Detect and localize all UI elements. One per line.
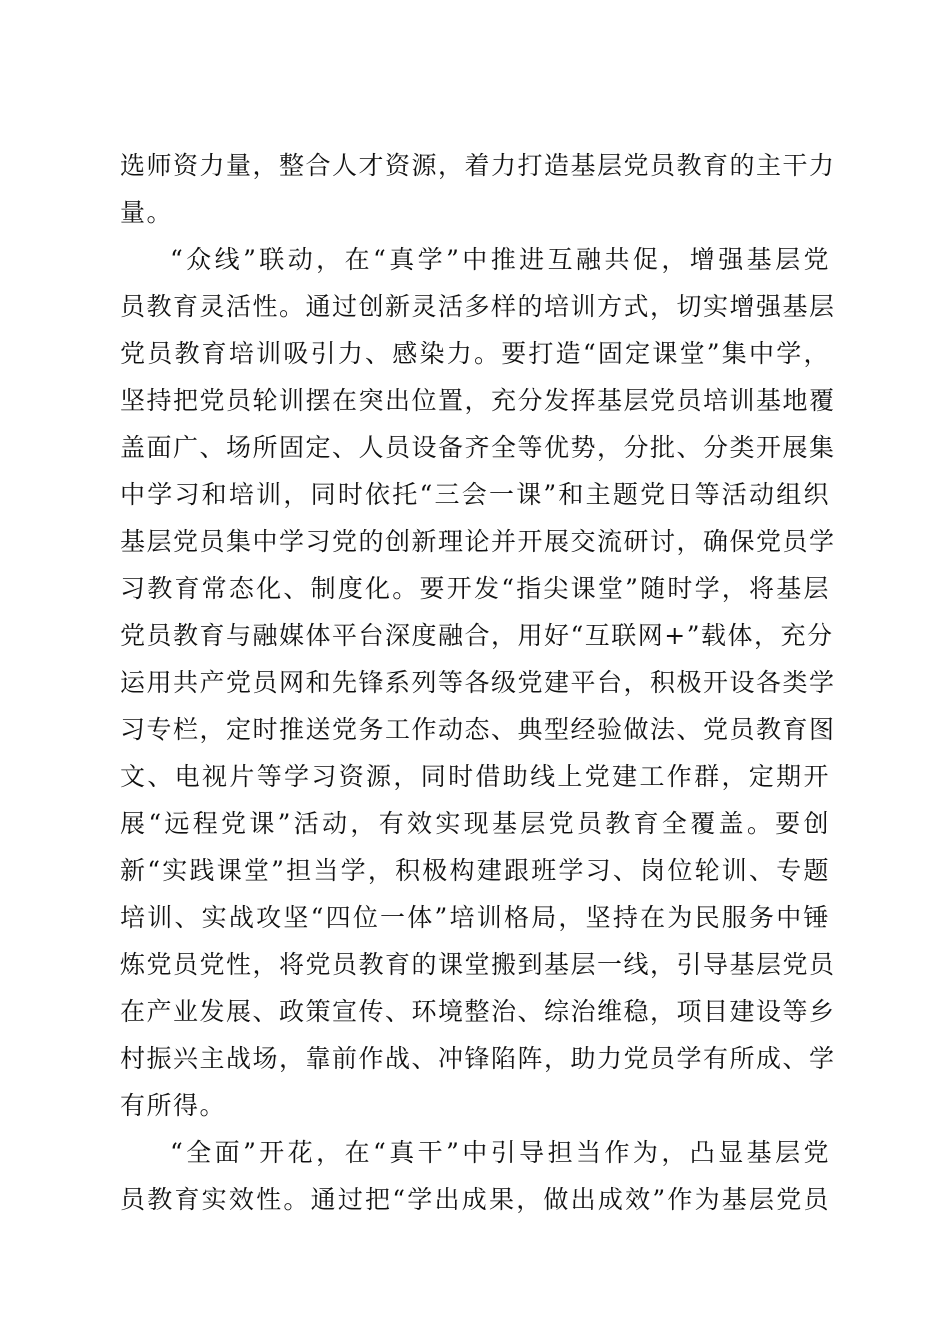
paragraph-line: 员教育实效性。通过把“学出成果，做出成效”作为基层党员: [120, 1185, 830, 1214]
paragraph-line: 员教育灵活性。通过创新灵活多样的培训方式，切实增强基层: [120, 292, 836, 321]
paragraph-line: 坚持把党员轮训摆在突出位置，充分发挥基层党员培训基地覆: [120, 386, 836, 415]
document-body: [120, 142, 836, 1223]
paragraph-line: 习教育常态化、制度化。要开发“指尖课堂”随时学，将基层: [120, 574, 830, 603]
paragraph-line: 党员教育与融媒体平台深度融合，用好“互联网+”载体，充分: [120, 621, 834, 650]
paragraph-line: 运用共产党员网和先锋系列等各级党建平台，积极开设各类学: [120, 668, 836, 697]
paragraph-line: 展“远程党课”活动，有效实现基层党员教育全覆盖。要创: [120, 809, 830, 838]
paragraph-line: 村振兴主战场，靠前作战、冲锋陷阵，助力党员学有所成、学: [120, 1044, 836, 1073]
paragraph-line: 党员教育培训吸引力、感染力。要打造“固定课堂”集中学，: [120, 339, 830, 368]
paragraph-first-line: “众线”联动，在“真学”中推进互融共促，增强基层党: [170, 245, 830, 274]
paragraph-line: 基层党员集中学习党的创新理论并开展交流研讨，确保党员学: [120, 527, 836, 556]
paragraph-line: 在产业发展、政策宣传、环境整治、综治维稳，项目建设等乡: [120, 997, 836, 1026]
paragraph-line: 炼党员党性，将党员教育的课堂搬到基层一线，引导基层党员: [120, 950, 836, 979]
paragraph-line: 培训、实战攻坚“四位一体”培训格局，坚持在为民服务中锤: [120, 903, 830, 932]
paragraph-line: 量。: [120, 198, 174, 227]
paragraph-line: 有所得。: [120, 1091, 227, 1120]
paragraph-line: 选师资力量，整合人才资源，着力打造基层党员教育的主干力: [120, 151, 836, 180]
paragraph-first-line: “全面”开花，在“真干”中引导担当作为，凸显基层党: [170, 1138, 830, 1167]
paragraph-line: 习专栏，定时推送党务工作动态、典型经验做法、党员教育图: [120, 715, 836, 744]
paragraph-line: 盖面广、场所固定、人员设备齐全等优势，分批、分类开展集: [120, 433, 836, 462]
paragraph-line: 文、电视片等学习资源，同时借助线上党建工作群，定期开: [120, 762, 830, 791]
paragraph-line: 新“实践课堂”担当学，积极构建跟班学习、岗位轮训、专题: [120, 856, 830, 885]
paragraph-line: 中学习和培训，同时依托“三会一课”和主题党日等活动组织: [120, 480, 830, 509]
